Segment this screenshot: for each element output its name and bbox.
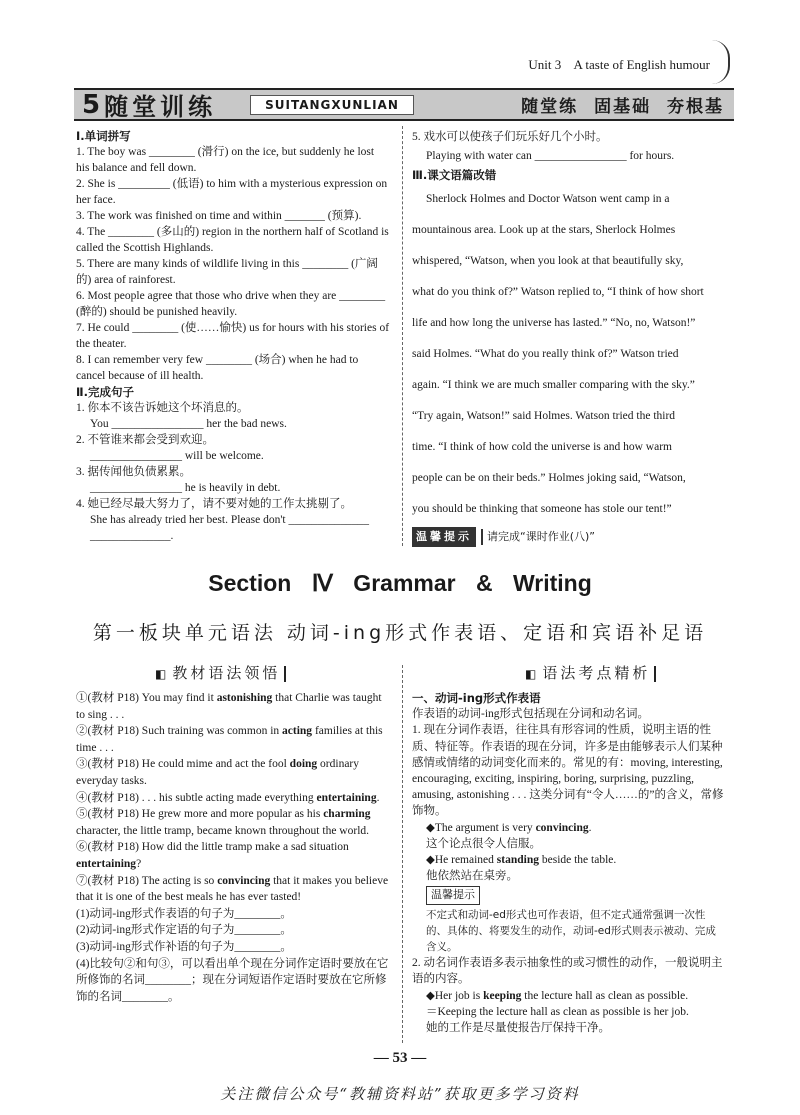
tip-label: 温馨提示: [412, 527, 476, 547]
unit-label: Unit 3: [528, 57, 562, 72]
section-text-correction: Ⅲ.课文语篇改错: [412, 168, 497, 182]
example-5: ⑤(教材 P18) He grew more and more popular as his charming character, the little tramp, became known throughout the world.: [76, 808, 371, 837]
column-divider-bottom: [402, 665, 403, 1043]
heading-bar: [654, 666, 656, 682]
question-c: (3)动词-ing形式作补语的句子为________。: [76, 940, 292, 953]
question-a: (1)动词-ing形式作表语的句子为________。: [76, 907, 292, 920]
passage-line: life and how long the universe has lasted.” “No, no, Watson!”: [412, 317, 696, 329]
example-standing-cn: 他依然站在桌旁。: [426, 870, 518, 883]
question-b: (2)动词-ing形式作定语的句子为________。: [76, 924, 292, 937]
block-title: 第一板块单元语法 动词-ing形式作表语、定语和宾语补足语: [92, 622, 708, 644]
textbook-grammar-heading: [155, 662, 286, 683]
example-3: ③(教材 P18) He could mime and act the fool doing ordinary everyday tasks.: [76, 758, 360, 787]
passage-line: people can be on their beds.” Holmes joking said, “Watson,: [412, 472, 686, 484]
sentence-4-en: She has already tried her best. Please don't ______________: [90, 514, 369, 526]
question-6: 6. Most people agree that those who drive when they are ________ (醉的) should be punished heavily.: [76, 290, 386, 318]
example-1: ①(教材 P18) You may find it astonishing that Charlie was taught to sing . . .: [76, 692, 382, 721]
question-4: 4. The ________ (多山的) region in the northern half of Scotland is called the Scottish Highlands.: [76, 226, 389, 254]
heading-bar: [284, 666, 286, 682]
banner-pinyin: SUITANGXUNLIAN: [250, 95, 414, 115]
sentence-3-en: ________________ he is heavily in debt.: [90, 482, 281, 494]
point-heading-1: 一、动词-ing形式作表语: [412, 691, 541, 705]
tip-box: 温馨提示: [426, 886, 480, 904]
section-word-spelling: Ⅰ.单词拼写: [76, 129, 131, 143]
question-3: 3. The work was finished on time and within _______ (预算).: [76, 210, 362, 222]
sentence-5-en: Playing with water can ________________ for hours.: [426, 150, 675, 162]
example-standing: ◆He remained standing beside the table.: [426, 854, 617, 867]
exercise-right-column: [412, 128, 724, 547]
question-5: 5. There are many kinds of wildlife living in this ________ (广阔的) area of rainforest.: [76, 258, 378, 286]
textbook-examples: [76, 690, 390, 1005]
footer-note: 关注微信公众号“教辅资料站”获取更多学习资料: [220, 1085, 580, 1103]
question-7: 7. He could ________ (使……愉快) us for hours with his stories of the theater.: [76, 322, 390, 350]
tip-text: 请完成“课时作业(八)”: [481, 529, 595, 545]
correction-passage: [412, 184, 724, 525]
question-8: 8. I can remember very few ________ (场合) when he had to cancel because of ill health.: [76, 354, 359, 382]
exercise-left-column: [76, 128, 390, 544]
grammar-analysis-title: 语法考点精析: [542, 664, 651, 682]
passage-line: again. “I think we are much smaller comparing with the sky.”: [412, 379, 695, 391]
passage-line: whispered, “Watson, when you look at that beautifully sky,: [412, 255, 684, 267]
column-divider-top: [402, 126, 403, 546]
banner-slogan: 随堂练 固基础 夯根基: [521, 97, 724, 117]
question-1: 1. The boy was ________ (滑行) on the ice, but suddenly he lost his balance and fell down.: [76, 146, 375, 174]
example-convincing-cn: 这个论点很令人信服。: [426, 837, 541, 850]
point-intro: 作表语的动词-ing形式包括现在分词和动名词。: [412, 708, 650, 721]
flag-icon: ◧: [525, 667, 540, 681]
unit-title: A taste of English humour: [573, 57, 710, 72]
banner-title: 随堂训练: [104, 93, 217, 121]
example-6: ⑥(教材 P18) How did the little tramp make a sad situation entertaining?: [76, 841, 349, 870]
point-2: 2. 动名词作表语多表示抽象性的或习惯性的动作，一般说明主语的内容。: [412, 957, 723, 986]
example-keeping-alt: ＝Keeping the lecture hall as clean as possible is her job.: [426, 1005, 689, 1018]
passage-line: “Try again, Watson!” said Holmes. Watson tried the third: [412, 410, 676, 422]
passage-line: said Holmes. “What do you really think of?” Watson tried: [412, 348, 679, 360]
unit-header: [528, 57, 710, 73]
grammar-points: [412, 690, 724, 1036]
sentence-1-cn: 1. 你本不该告诉她这个坏消息的。: [76, 402, 249, 414]
flag-icon: ◧: [155, 667, 170, 681]
passage-line: mountainous area. Look up at the stars, Sherlock Holmes: [412, 224, 676, 236]
section-title: Section Ⅳ Grammar & Writing: [208, 570, 592, 596]
question-d: (4)比较句②和句③，可以看出单个现在分词作定语时要放在它所修饰的名词________；现在分词短语作定语时要放在它所修饰的名词________。: [76, 957, 389, 1003]
example-2: ②(教材 P18) Such training was common in acting families at this time . . .: [76, 725, 383, 754]
tip-content: 不定式和动词-ed形式也可作表语，但不定式通常强调一次性的、具体的、将要发生的动作，动词-ed形式则表示被动、完成含义。: [426, 908, 716, 954]
sentence-5-cn: 5. 戏水可以使孩子们玩乐好几个小时。: [412, 131, 608, 143]
textbook-grammar-title: 教材语法领悟: [172, 664, 281, 682]
grammar-analysis-heading: [525, 662, 656, 683]
example-7: ⑦(教材 P18) The acting is so convincing that it makes you believe that it is one of the best meals he has ever tasted!: [76, 874, 389, 904]
passage-line: time. “I think of how cold the universe is and how warm: [412, 441, 672, 453]
passage-line: you should be thinking that someone has stole our tent!”: [412, 503, 672, 515]
question-2: 2. She is _________ (低语) to him with a mysterious expression on her face.: [76, 178, 388, 206]
point-1: 1. 现在分词作表语，往往具有形容词的性质，说明主语的性质、特征等。作表语的现在分词，许多是由能够表示人们某种感情或情绪的动词变化而来的。常见的有：moving, interesting, encouraging, exciting, inspiring, boring, surprising, puzzling, amusing, astonishing . . . 这类分词有“令人……的”的含义，常修饰物。: [412, 724, 724, 818]
sentence-4-en-cont: ______________.: [90, 530, 174, 542]
sentence-3-cn: 3. 据传闻他负债累累。: [76, 466, 191, 478]
example-keeping: ◆Her job is keeping the lecture hall as clean as possible.: [426, 989, 689, 1002]
banner-number: 5: [82, 89, 101, 120]
bracket-decoration: [712, 40, 730, 84]
page-number: — 53 —: [373, 1050, 427, 1066]
example-keeping-cn: 她的工作是尽量使报告厅保持干净。: [426, 1022, 610, 1035]
example-convincing: ◆The argument is very convincing.: [426, 821, 592, 834]
homework-tip: [412, 527, 724, 547]
sentence-2-cn: 2. 不管谁来都会受到欢迎。: [76, 434, 214, 446]
passage-line: Sherlock Holmes and Doctor Watson went camp in a: [426, 193, 670, 205]
passage-line: what do you think of?” Watson replied to, “I think of how short: [412, 286, 704, 298]
section-complete-sentences: Ⅱ.完成句子: [76, 385, 134, 399]
example-4: ④(教材 P18) . . . his subtle acting made everything entertaining.: [76, 791, 380, 804]
sentence-4-cn: 4. 她已经尽最大努力了，请不要对她的工作太挑剔了。: [76, 498, 352, 510]
sentence-1-en: You ________________ her the bad news.: [90, 418, 287, 430]
sentence-2-en: ________________ will be welcome.: [90, 450, 264, 462]
practice-banner: [74, 88, 734, 121]
